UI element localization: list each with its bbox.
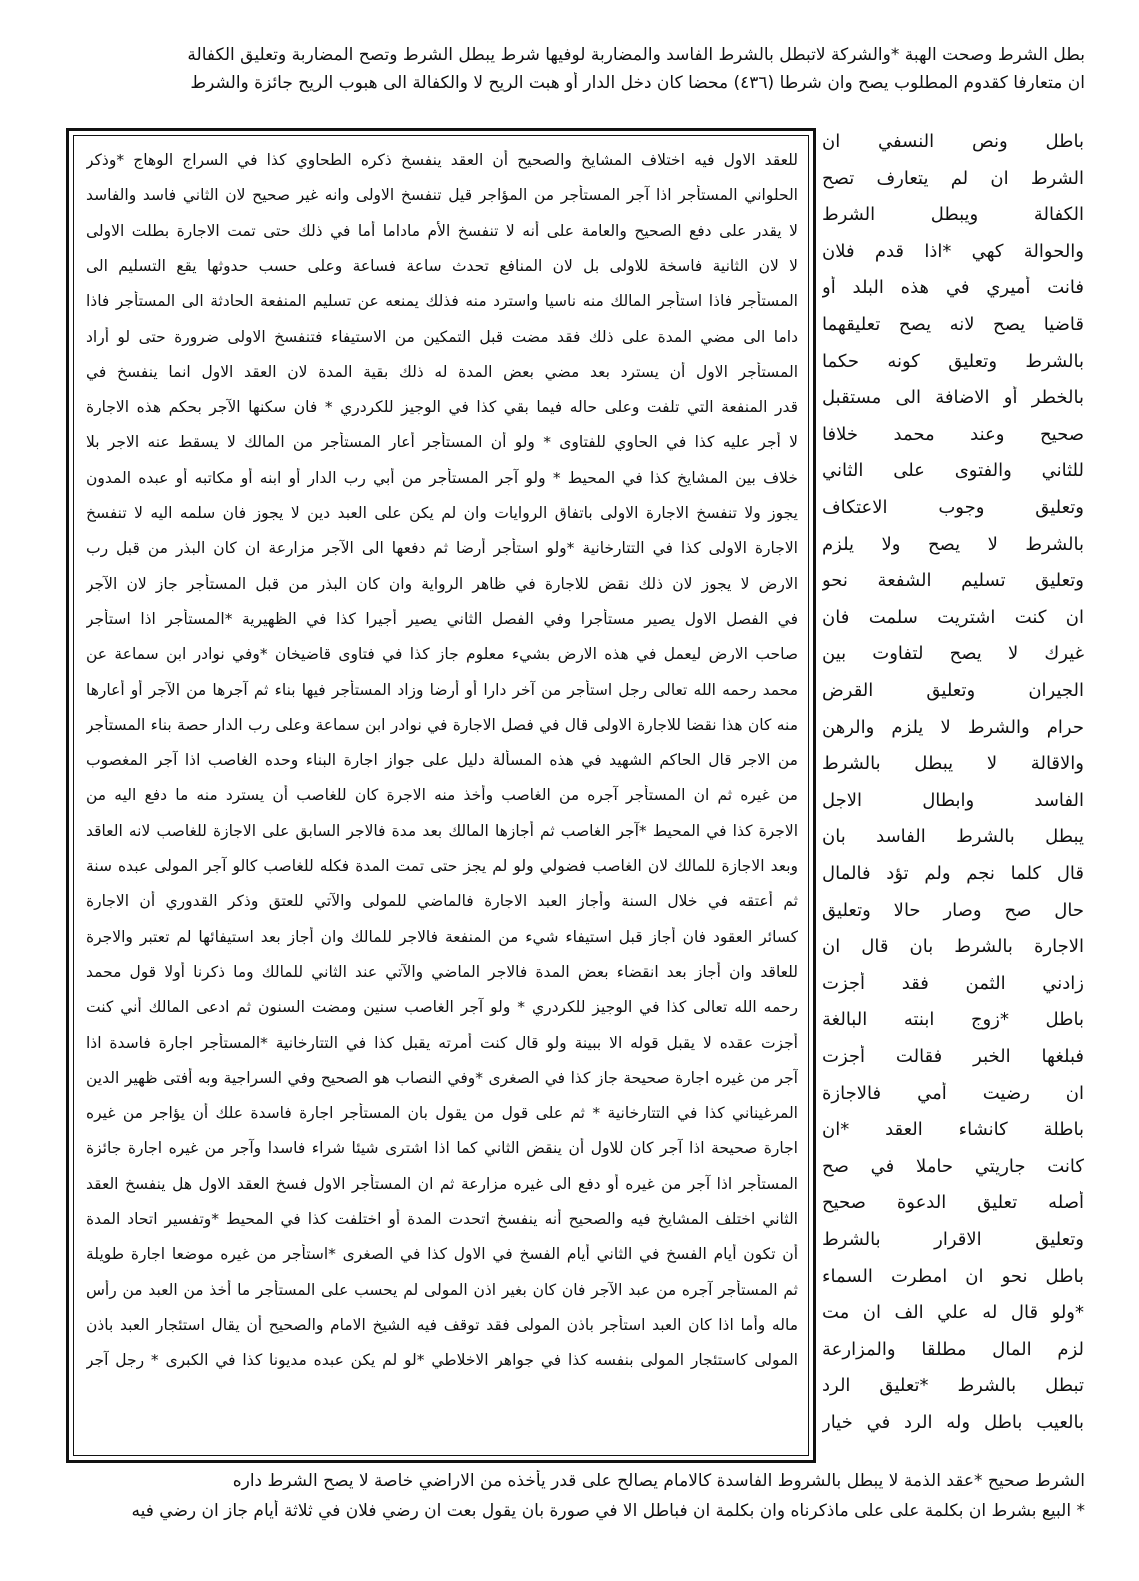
main-text-line: اجارة صحيحة اذا آجر كان للاول أن ينقض الثاني كما اذا اشترى شيئا شراء فاسدا وآجر من غيره اجارة جائزة <box>86 1139 798 1158</box>
top-margin-line-2: ان متعارفا كقدوم المطلوب يصح وان شرطا (٤٣٦) محضا كان دخل الدار أو هبت الريح لا والكفالة الى هبوب الريح جائزة والشرط <box>190 73 1085 93</box>
main-text-line: المستأجر الاول أن يسترد بعد مضي بعض المدة له ذلك بقية المدة لان العقد الاول انما ينفسخ في <box>86 362 798 381</box>
main-text-line: الارض لا يجوز لان ذلك نقض للاجارة في ظاهر الرواية وان كان البذر من قبل المستأجر جاز لان الآجر <box>86 574 798 593</box>
margin-commentary-line: بالعيب باطل وله الرد في خيار <box>822 1412 1084 1433</box>
main-text-line: داما الى مضي المدة على ذلك فقد مضت قبل التمكين من الاستيفاء فتنفسخ الاولى ضرورة حتى لو أراد <box>86 327 798 346</box>
margin-commentary-line: غيرك لا يصح لتفاوت بين <box>822 643 1084 665</box>
margin-commentary-line: والحوالة كهي *اذا قدم فلان <box>822 240 1084 262</box>
main-text-line: للعقد الاول فيه اختلاف المشايخ والصحيح أن العقد ينفسخ ذكره الطحاوي كذا في السراج الوهاج *وذكر <box>86 151 798 169</box>
main-text-line: الاجارة الاولى كذا في التتارخانية *ولو استأجر أرضا ثم دفعها الى الآجر مزارعة ان كان البذر من قبل رب <box>86 539 798 558</box>
margin-commentary-line: ان كنت اشتريت سلمت فان <box>822 606 1084 628</box>
main-text-line: لا أجر عليه كذا في الحاوي للفتاوى * ولو أن المستأجر أعار المستأجر من المالك لا يسقط عنه الاجر بلا <box>86 433 798 452</box>
margin-commentary-line: تبطل بالشرط *تعليق الرد <box>822 1375 1084 1397</box>
margin-commentary-line: كانت جاريتي حاملا في صح <box>822 1155 1084 1177</box>
main-text-line: الثاني اختلف المشايخ فيه والصحيح أنه ينفسخ اتحدت المدة أو اختلفت كذا في المحيط *وتفسير اتحاد المدة <box>86 1210 798 1228</box>
margin-commentary-line: قال كلما نجم ولم تؤد فالمال <box>822 863 1084 884</box>
main-text-line: أجزت عقده لا يقبل قوله الا ببينة ولو قال كنت أمرته يقبل كذا في التتارخانية *المستأجر اجارة فاسدة اذا <box>86 1033 798 1052</box>
main-text-line: يجوز ولا تنفسخ الاجارة الاولى باتفاق الروايات وان لم يكن على العبد دين لا يجوز فان سلمه اليه لا تنفسخ <box>86 504 798 522</box>
margin-commentary-line: حال صح وصار حالا وتعليق <box>822 899 1084 921</box>
margin-commentary-line: فبلغها الخبر فقالت أجزت <box>822 1046 1084 1067</box>
margin-commentary-column <box>822 128 1084 1463</box>
margin-commentary-line: للثاني والفتوى على الثاني <box>822 460 1084 482</box>
main-text-line: لا لان الثانية فاسخة للاولى بل لان المنافع تحدث ساعة فساعة وعلى حسب حدوثها يقع التسليم الى <box>86 256 798 275</box>
margin-commentary-line: الكفالة ويبطل الشرط <box>822 204 1084 226</box>
margin-commentary-line: باطل ونص النسفي ان <box>822 131 1084 152</box>
margin-commentary-line: لزم المال مطلقا والمزارعة <box>822 1338 1084 1360</box>
main-text-block <box>78 140 804 1450</box>
main-text-line: كسائر العقود فان أجاز قبل استيفاء شيء من المنفعة فالاجر للمالك وان أجاز بعد استيفائها لم تعتبر والاجرة <box>86 927 798 946</box>
margin-commentary-line: ان رضيت أمي فالاجازة <box>822 1082 1084 1104</box>
margin-commentary-line: زادني الثمن فقد أجزت <box>822 972 1084 994</box>
main-text-line: أن تكون أيام الفسخ في الثاني أيام الفسخ في الاول كذا في الصغرى *استأجر من غيره موضعا اجارة طويلة <box>86 1245 798 1264</box>
main-text-line: قدر المنفعة التي تلفت وعلى حاله فيما بقي كذا في الوجيز للكردري * فان سكنها الآجر بحكم هذه الاجارة <box>86 398 798 417</box>
main-text-line: خلاف بين المشايخ كذا في المحيط * ولو آجر المستأجر من أبي رب الدار أو ابنه أو مكاتبه أو عبده المدون <box>86 468 798 487</box>
main-text-line: في الفصل الاول يصير مستأجرا وفي الفصل الثاني يصير أجيرا كذا في الظهيرية *المستأجر اذا استأجر <box>86 609 798 628</box>
bottom-margin-line-2: * البيع بشرط ان بكلمة على على ماذكرناه وان بكلمة ان فباطل الا في صورة بان يقول بعت ان رضي فلان في ثلاثة أيام جاز ان رضي فيه <box>131 1501 1085 1521</box>
margin-commentary-line: والاقالة لا يبطل بالشرط <box>822 753 1084 775</box>
main-text-line: آجر من غيره اجارة صحيحة جاز كذا في الصغرى *وفي النصاب هو الصحيح وفي السراجية وبه أفتى ظهير الدين <box>86 1068 798 1087</box>
margin-commentary-line: فانت أميري في هذه البلد أو <box>822 277 1084 299</box>
main-text-line: صاحب الارض ليعمل في هذه الارض بشيء معلوم جاز كذا في فتاوى قاضيخان *وفي نوادر ابن سماعة عن <box>86 645 798 664</box>
bottom-margin-line-1: الشرط صحيح *عقد الذمة لا يبطل بالشروط الفاسدة كالامام يصالح على قدر يأخذه من الاراضي خاصة لا يصح الشرط داره <box>232 1471 1085 1491</box>
main-text-line: الحلواني المستأجر اذا آجر المستأجر من المؤاجر قيل تنفسخ الاولى وانه غير صحيح لان الثاني فاسد والفاسد <box>86 186 798 205</box>
main-text-line: ثم المستأجر آجره من عبد الآجر فان كان بغير اذن المولى لم يحسب على المستأجر ما أخذ من العبد من رأس <box>86 1280 798 1299</box>
margin-commentary-line: وتعليق تسليم الشفعة نحو <box>822 570 1084 592</box>
margin-commentary-line: وتعليق وجوب الاعتكاف <box>822 497 1084 518</box>
margin-commentary-line: يبطل بالشرط الفاسد بان <box>822 826 1084 848</box>
margin-commentary-line: بالشرط وتعليق كونه حكما <box>822 350 1084 372</box>
main-text-line: المرغيناني كذا في التتارخانية * ثم على قول من يقول بان المستأجر اجارة فاسدة علك أن يؤاجر من غيره <box>86 1104 798 1123</box>
margin-commentary-line: بالخطر أو الاضافة الى مستقبل <box>822 387 1084 409</box>
main-text-line: لا يقدر على دفع الصحيح والعامة على أنه لا تنفسخ الأم ماداما أما في ذلك حتى تمت الاجارة بطلت الاولى <box>86 221 798 240</box>
main-text-line: وبعد الاجازة للمالك لان الغاصب فضولي ولو لم يجز حتى تمت المدة فكله للغاصب كالو آجر المولى عبده سنة <box>86 857 798 875</box>
main-text-line: المستأجر اذا آجر من غيره أو دفع الى غيره مزارعة ثم ان المستأجر الاول فسخ العقد الاول هل ينفسخ العقد <box>86 1174 798 1193</box>
margin-commentary-line: الفاسد وابطال الاجل <box>822 789 1084 811</box>
main-text-line: المولى كاستئجار المولى بنفسه كذا في جواهر الاخلاطي *لو لم يكن عبده مديونا كذا في الكبرى * رجل آجر <box>86 1351 798 1370</box>
margin-commentary-line: باطلة كانشاء العقد *ان <box>822 1119 1084 1141</box>
margin-commentary-line: *ولو قال له علي الف ان مت <box>822 1302 1084 1324</box>
margin-commentary-line: حرام والشرط لا يلزم والرهن <box>822 716 1084 738</box>
main-text-line: من غيره ثم ان المستأجر آجره من الغاصب وأخذ منه الاجرة كان للغاصب أن يسترد منه ما دفع اليه من <box>86 786 798 805</box>
margin-commentary-line: أصله تعليق الدعوة صحيح <box>822 1192 1084 1214</box>
margin-commentary-line: قاضيا يصح لانه يصح تعليقهما <box>822 314 1084 335</box>
main-text-line: من الاجر قال الحاكم الشهيد في هذه المسألة دليل على جواز اجارة البناء وحده الغاصب اذا آجر المغصوب <box>86 751 798 770</box>
main-text-line: رحمه الله تعالى كذا في الوجيز للكردري * ولو آجر الغاصب سنين ومضت السنون ثم ادعى المالك أني كنت <box>86 998 798 1017</box>
margin-commentary-line: باطل *زوج ابنته البالغة <box>822 1009 1084 1031</box>
margin-commentary-line: الاجارة بالشرط بان قال ان <box>822 936 1084 958</box>
top-margin-line-1: بطل الشرط وصحت الهبة *والشركة لاتبطل بالشرط الفاسد والمضاربة لوفيها شرط يبطل الشرط وتصح المضاربة وتعليق الكفالة <box>187 45 1085 65</box>
margin-commentary-line: بالشرط لا يصح ولا يلزم <box>822 533 1084 555</box>
main-text-line: المستأجر فاذا استأجر المالك منه ناسيا واسترد منه فذلك يمنعه عن تسليم المنفعة الحادثة الى المستأجر فاذا <box>86 292 798 311</box>
main-text-line: ثم أعتقه في خلال السنة وأجاز العبد الاجارة فالماضي للمولى والآتي للعتق وذكر القدوري أن الاجارة <box>86 892 798 911</box>
margin-commentary-line: الجيران وتعليق القرض <box>822 680 1084 701</box>
main-text-line: ماله وأما اذا كان العبد استأجر باذن المولى فقد توقف فيه الشيخ الامام والصحيح أن يقال استئجار العبد باذن <box>86 1315 798 1334</box>
main-text-line: محمد رحمه الله تعالى رجل استأجر من آخر دارا أو أرضا وزاد المستأجر فيها بناء ثم آجرها من الآجر أو أعارها <box>86 680 798 699</box>
main-text-line: الاجرة كذا في المحيط *آجر الغاصب ثم أجازها المالك بعد مدة فالاجر السابق على الاجازة للغاصب لانه العاقد <box>86 821 798 840</box>
margin-commentary-line: صحيح وعند محمد خلافا <box>822 423 1084 445</box>
main-text-line: منه كان هذا نقضا للاجارة الاولى قال في فصل الاجارة في نوادر ابن سماعة وعلى رب الدار حصة بناء المستأجر <box>86 715 798 734</box>
margin-commentary-line: وتعليق الاقرار بالشرط <box>822 1229 1084 1250</box>
margin-commentary-line: باطل نحو ان امطرت السماء <box>822 1265 1084 1287</box>
main-text-line: للعاقد وان أجاز بعد انقضاء بعض المدة فالاجر الماضي والآتي عند الثاني للمالك وما ذكرنا أولا قول محمد <box>86 962 798 981</box>
margin-commentary-line: الشرط ان لم يتعارف تصح <box>822 167 1084 189</box>
